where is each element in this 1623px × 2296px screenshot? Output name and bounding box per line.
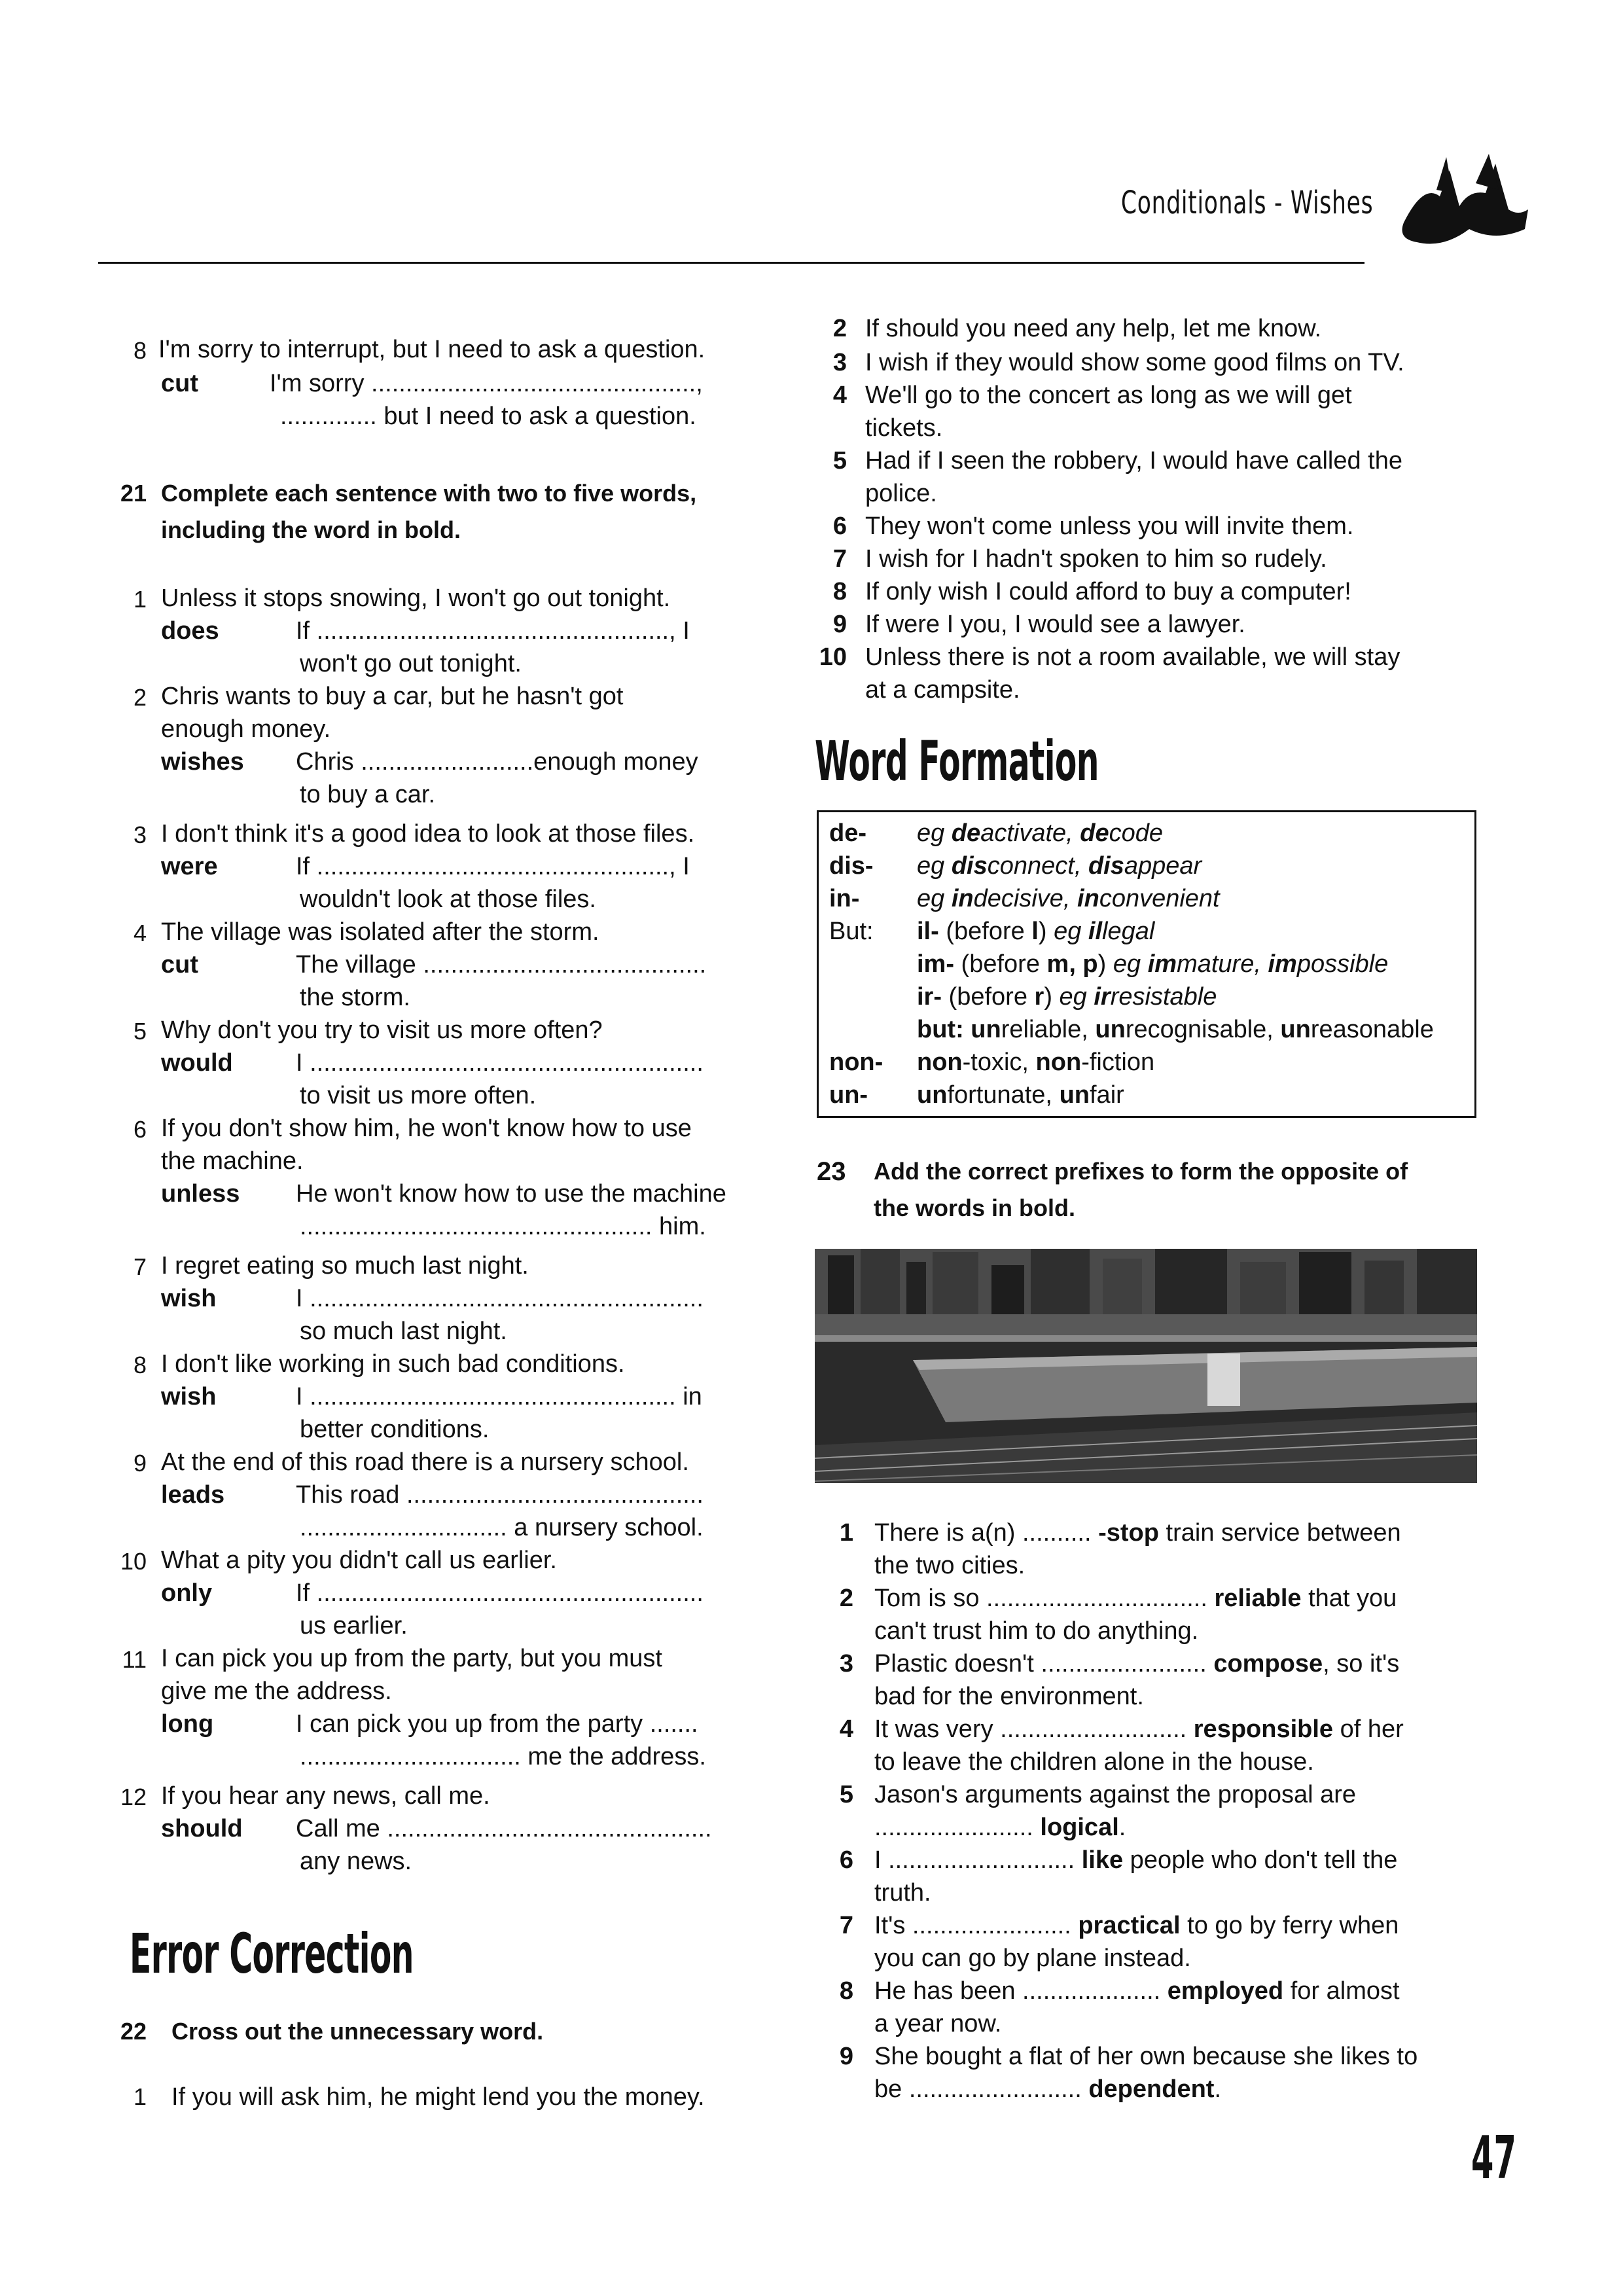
- prefix-examples: eg disconnect, disappear: [917, 852, 1202, 880]
- item-sentence: enough money.: [161, 715, 331, 743]
- section-heading-word-formation: Word Formation: [815, 729, 1099, 793]
- item-sentence: Jason's arguments against the proposal are: [874, 1781, 1357, 1808]
- item-sentence: If only wish I could afford to buy a computer!: [865, 578, 1351, 605]
- prefix-label: But:: [829, 918, 874, 945]
- item-keyword: wishes: [161, 748, 244, 776]
- item-number: 2: [832, 315, 847, 342]
- answer-line: I'm sorry ...............................................,: [270, 370, 703, 397]
- item-number: 4: [839, 1715, 853, 1743]
- item-number: 11: [122, 1646, 147, 1673]
- answer-line: This road ...........................................: [296, 1481, 704, 1509]
- section-heading-error-correction: Error Correction: [130, 1922, 414, 1986]
- item-sentence: the two cities.: [874, 1552, 1026, 1579]
- answer-line: I can pick you up from the party .......: [296, 1710, 698, 1738]
- item-sentence: Chris wants to buy a car, but he hasn't got: [161, 683, 624, 710]
- header-title: Conditionals - Wishes: [1120, 185, 1373, 221]
- item-number: 1: [133, 2083, 147, 2110]
- item-sentence: It was very ........................... responsible of her: [874, 1715, 1404, 1743]
- item-number: 8: [133, 337, 147, 364]
- item-number: 7: [832, 545, 847, 573]
- item-sentence: It's ....................... practical to go by ferry when: [874, 1912, 1399, 1939]
- answer-line: the storm.: [300, 984, 410, 1011]
- answer-line: to buy a car.: [300, 781, 436, 808]
- item-keyword: were: [161, 853, 218, 880]
- answer-line: .............................. a nursery school.: [300, 1514, 704, 1541]
- prefix-label: in-: [829, 885, 860, 912]
- item-number: 9: [839, 2043, 853, 2070]
- answer-line: If ..................................................., I: [296, 853, 690, 880]
- prefix-examples: eg indecisive, inconvenient: [917, 885, 1220, 912]
- item-number: 2: [133, 684, 147, 711]
- item-number: 8: [839, 1977, 853, 2005]
- item-sentence: give me the address.: [161, 1677, 392, 1705]
- item-sentence: He has been .................... employed for almost: [874, 1977, 1400, 2005]
- item-sentence: you can go by plane instead.: [874, 1945, 1191, 1972]
- item-keyword: wish: [161, 1383, 217, 1410]
- prefix-label: un-: [829, 1081, 868, 1109]
- item-sentence: bad for the environment.: [874, 1683, 1144, 1710]
- item-sentence: If you hear any news, call me.: [161, 1782, 490, 1810]
- item-sentence: truth.: [874, 1879, 931, 1907]
- item-number: 4: [133, 920, 147, 946]
- item-sentence: What a pity you didn't call us earlier.: [161, 1547, 557, 1574]
- item-number: 5: [839, 1781, 853, 1808]
- item-sentence: Had if I seen the robbery, I would have called the: [865, 447, 1403, 475]
- item-sentence: Tom is so ................................ reliable that you: [874, 1585, 1397, 1612]
- answer-line: I .........................................................: [296, 1049, 704, 1077]
- item-keyword: cut: [161, 370, 198, 397]
- train-station-photo: [815, 1249, 1477, 1483]
- exercise-instruction: Cross out the unnecessary word.: [171, 2018, 544, 2045]
- item-sentence: I can pick you up from the party, but you must: [161, 1645, 662, 1672]
- item-sentence: to leave the children alone in the house.: [874, 1748, 1314, 1776]
- item-number: 4: [832, 382, 847, 409]
- answer-line: us earlier.: [300, 1612, 408, 1640]
- item-sentence: There is a(n) .......... -stop train service between: [874, 1519, 1401, 1547]
- answer-line: I ..................................................... in: [296, 1383, 702, 1410]
- item-sentence: The village was isolated after the storm.: [161, 918, 599, 946]
- item-sentence: Unless there is not a room available, we will stay: [865, 643, 1400, 671]
- item-sentence: She bought a flat of her own because she likes to: [874, 2043, 1418, 2070]
- item-sentence: I ........................... like people who don't tell the: [874, 1846, 1398, 1874]
- answer-line: to visit us more often.: [300, 1082, 537, 1109]
- item-sentence: I don't think it's a good idea to look at those files.: [161, 820, 695, 848]
- item-number: 9: [133, 1450, 147, 1477]
- item-number: 7: [839, 1912, 853, 1939]
- item-sentence: a year now.: [874, 2010, 1002, 2037]
- item-sentence: the machine.: [161, 1147, 304, 1175]
- prefix-rule: but: unreliable, unrecognisable, unreasonable: [917, 1016, 1434, 1043]
- page-number: 47: [1471, 2124, 1516, 2193]
- item-sentence: They won't come unless you will invite them.: [865, 512, 1354, 540]
- item-number: 2: [839, 1585, 853, 1612]
- answer-line: ................................ me the address.: [300, 1743, 706, 1770]
- prefix-label: non-: [829, 1049, 883, 1076]
- item-sentence: At the end of this road there is a nursery school.: [161, 1448, 689, 1476]
- item-sentence: I'm sorry to interrupt, but I need to ask a question.: [158, 336, 705, 363]
- prefix-rule: im- (before m, p) eg immature, impossible: [917, 950, 1389, 978]
- answer-line: Chris .........................enough money: [296, 748, 698, 776]
- item-sentence: Why don't you try to visit us more often?: [161, 1016, 603, 1044]
- unit-logo-icon: [1378, 144, 1531, 259]
- prefix-examples: non-toxic, non-fiction: [917, 1049, 1155, 1076]
- item-sentence: Unless it stops snowing, I won't go out tonight.: [161, 584, 671, 612]
- answer-line: ................................................... him.: [300, 1213, 706, 1240]
- prefix-label: de-: [829, 819, 866, 847]
- answer-line: He won't know how to use the machine: [296, 1180, 726, 1208]
- item-sentence: If were I you, I would see a lawyer.: [865, 611, 1245, 638]
- answer-line: If ........................................................: [296, 1579, 704, 1607]
- item-number: 3: [832, 349, 847, 376]
- header-rule: [98, 262, 1364, 264]
- answer-line: be ......................... dependent.: [874, 2075, 1222, 2103]
- answer-line: won't go out tonight.: [300, 650, 522, 677]
- item-number: 8: [832, 578, 847, 605]
- item-sentence: I don't like working in such bad conditions.: [161, 1350, 625, 1378]
- exercise-number: 22: [120, 2018, 147, 2045]
- item-number: 7: [133, 1253, 147, 1280]
- answer-line: wouldn't look at those files.: [300, 886, 596, 913]
- item-sentence: If should you need any help, let me know.: [865, 315, 1322, 342]
- item-keyword: cut: [161, 951, 198, 978]
- item-number: 1: [133, 586, 147, 613]
- item-number: 3: [133, 821, 147, 848]
- item-number: 6: [133, 1116, 147, 1143]
- answer-line: Call me ...............................................: [296, 1815, 712, 1842]
- answer-line: .............. but I need to ask a question.: [280, 403, 696, 430]
- item-keyword: leads: [161, 1481, 225, 1509]
- item-number: 8: [133, 1352, 147, 1378]
- prefix-rule: il- (before l) eg illegal: [917, 918, 1155, 945]
- item-keyword: would: [161, 1049, 233, 1077]
- item-keyword: unless: [161, 1180, 240, 1208]
- item-number: 10: [819, 643, 847, 671]
- item-sentence: police.: [865, 480, 937, 507]
- item-number: 6: [839, 1846, 853, 1874]
- item-number: 5: [832, 447, 847, 475]
- item-number: 9: [832, 611, 847, 638]
- item-number: 6: [832, 512, 847, 540]
- item-number: 1: [839, 1519, 853, 1547]
- item-keyword: long: [161, 1710, 214, 1738]
- item-sentence: at a campsite.: [865, 676, 1020, 704]
- item-number: 3: [839, 1650, 853, 1677]
- exercise-instruction: the words in bold.: [874, 1194, 1075, 1221]
- exercise-instruction: including the word in bold.: [161, 516, 461, 543]
- answer-line: any news.: [300, 1848, 412, 1875]
- answer-line: The village .........................................: [296, 951, 707, 978]
- exercise-number: 23: [817, 1157, 846, 1186]
- item-sentence: I wish for I hadn't spoken to him so rudely.: [865, 545, 1327, 573]
- item-keyword: only: [161, 1579, 213, 1607]
- item-sentence: I wish if they would show some good films on TV.: [865, 349, 1404, 376]
- exercise-instruction: Complete each sentence with two to five words,: [161, 480, 697, 507]
- item-sentence: If you don't show him, he won't know how to use: [161, 1115, 692, 1142]
- answer-line: If ..................................................., I: [296, 617, 690, 645]
- item-sentence: We'll go to the concert as long as we will get: [865, 382, 1352, 409]
- item-number: 5: [133, 1018, 147, 1045]
- exercise-number: 21: [120, 480, 147, 507]
- answer-line: ....................... logical.: [874, 1814, 1126, 1841]
- item-number: 10: [120, 1548, 147, 1575]
- prefix-examples: eg deactivate, decode: [917, 819, 1164, 847]
- answer-line: better conditions.: [300, 1416, 490, 1443]
- answer-line: so much last night.: [300, 1318, 507, 1345]
- item-keyword: wish: [161, 1285, 217, 1312]
- item-sentence: If you will ask him, he might lend you the money.: [171, 2083, 705, 2111]
- prefix-label: dis-: [829, 852, 874, 880]
- item-keyword: should: [161, 1815, 243, 1842]
- item-sentence: can't trust him to do anything.: [874, 1617, 1199, 1645]
- item-keyword: does: [161, 617, 219, 645]
- item-sentence: I regret eating so much last night.: [161, 1252, 529, 1280]
- exercise-instruction: Add the correct prefixes to form the opposite of: [874, 1158, 1408, 1185]
- prefix-examples: unfortunate, unfair: [917, 1081, 1124, 1109]
- prefix-table: [817, 810, 1476, 1118]
- item-number: 12: [120, 1784, 147, 1810]
- item-sentence: Plastic doesn't ........................ compose, so it's: [874, 1650, 1400, 1677]
- prefix-rule: ir- (before r) eg irresistable: [917, 983, 1217, 1011]
- item-sentence: tickets.: [865, 414, 943, 442]
- answer-line: I .........................................................: [296, 1285, 704, 1312]
